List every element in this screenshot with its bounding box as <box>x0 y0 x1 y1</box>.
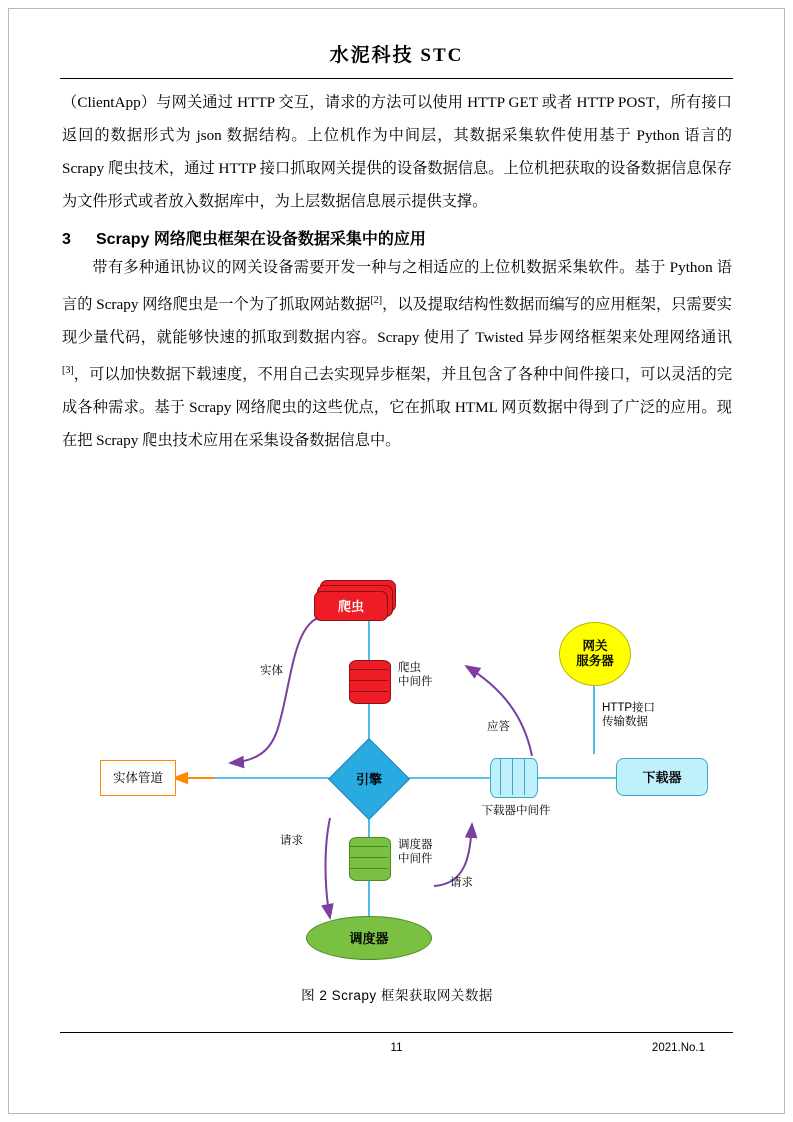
figure-label-request-left: 请求 <box>280 835 303 847</box>
figure-label-spider-middleware-l2: 中间件 <box>398 676 433 688</box>
figure-node-spider-middleware <box>349 660 389 702</box>
figure-label-scheduler-middleware-l1: 调度器 <box>398 839 433 851</box>
figure-node-entity-pipeline-label: 实体管道 <box>112 770 163 785</box>
figure-node-spider <box>314 591 388 621</box>
figure-label-http-interface-l2: 传输数据 <box>602 716 648 728</box>
header-divider <box>60 78 733 79</box>
footer-divider <box>60 1032 733 1033</box>
figure-node-spider-label: 爬虫 <box>337 598 364 614</box>
figure-caption: 图 2 Scrapy 框架获取网关数据 <box>301 988 493 1003</box>
figure-2-scrapy-architecture <box>62 556 732 1003</box>
footer-issue: 2021.No.1 <box>651 1042 705 1054</box>
paragraph-2-part-c: ，可以加快数据下载速度，不用自己去实现异步框架，并且包含了各种中间件接口，可以灵活的完成各种需求。基于 Scrapy 网络爬虫的这些优点，它在抓取 HTML 网页数据中得到了广泛的应用。现在把 Scrapy 爬虫技术应用在采集设备数据信息中。 <box>62 366 732 450</box>
section-number: 3 <box>62 231 71 248</box>
figure-node-gateway-server <box>559 622 631 686</box>
figure-label-entity: 实体 <box>260 665 283 677</box>
figure-label-scheduler-middleware-l2: 中间件 <box>398 853 433 865</box>
journal-header-title: 水泥科技 STC <box>329 45 464 66</box>
figure-label-response: 应答 <box>487 721 510 733</box>
figure-node-downloader <box>616 758 708 796</box>
reference-marker-3: [3] <box>62 365 74 377</box>
figure-label-spider-middleware <box>398 661 433 689</box>
reference-marker-2: [2] <box>370 295 383 306</box>
figure-node-entity-pipeline <box>100 760 176 796</box>
figure-node-spider-stack <box>314 580 400 626</box>
figure-label-scheduler-middleware <box>398 838 433 866</box>
figure-label-http-interface-l1: HTTP接口 <box>602 702 656 714</box>
paragraph-1: （ClientApp）与网关通过 HTTP 交互，请求的方法可以使用 HTTP GET 或者 HTTP POST，所有接口返回的数据形式为 json 数据结构。上位机作为中间层，其数据采集软件使用基于 Python 语言的 Scrapy 爬虫技术，通过 HTTP 接口抓取网关提供的设备数据信息。上位机把获取的设备数据信息保存为文件形式或者放入数据库中，为上层数据信息展示提供支撑。 <box>62 94 732 210</box>
figure-node-scheduler-label: 调度器 <box>349 930 389 946</box>
figure-label-spider-middleware-l1: 爬虫 <box>398 662 421 674</box>
footer-page-number: 11 <box>390 1042 403 1054</box>
paragraph-2 <box>62 251 732 457</box>
paragraph-2-part-b: ，以及提取结构性数据而编写的应用框架，只需要实现少量代码，就能够快速的抓取到数据内容。Scrapy 使用了 Twisted 异步网络框架来处理网络通讯 <box>62 296 732 347</box>
figure-label-request-right: 请求 <box>450 877 473 889</box>
figure-node-engine-label-wrap <box>330 740 408 818</box>
section-title: Scrapy 网络爬虫框架在设备数据采集中的应用 <box>96 231 426 248</box>
document-content <box>62 86 732 457</box>
figure-node-engine <box>330 740 408 818</box>
figure-node-gateway-server-label: 网关 服务器 <box>576 639 614 668</box>
paragraph-2-part-a: 带有多种通讯协议的网关设备需要开发一种与之相适应的上位机数据采集软件。基于 Python 语言的 Scrapy 网络爬虫是一个为了抓取网站数据 <box>62 259 732 314</box>
figure-node-downloader-label: 下载器 <box>642 769 682 785</box>
figure-label-downloader-middleware <box>466 804 566 818</box>
figure-node-engine-label: 引擎 <box>355 771 382 787</box>
figure-node-downloader-middleware <box>490 758 536 796</box>
figure-node-scheduler <box>306 916 432 960</box>
figure-label-http-interface <box>602 701 655 729</box>
figure-label-downloader-middleware-text: 下载器中间件 <box>481 805 551 817</box>
figure-node-scheduler-middleware <box>349 837 389 879</box>
section-heading <box>62 226 732 249</box>
